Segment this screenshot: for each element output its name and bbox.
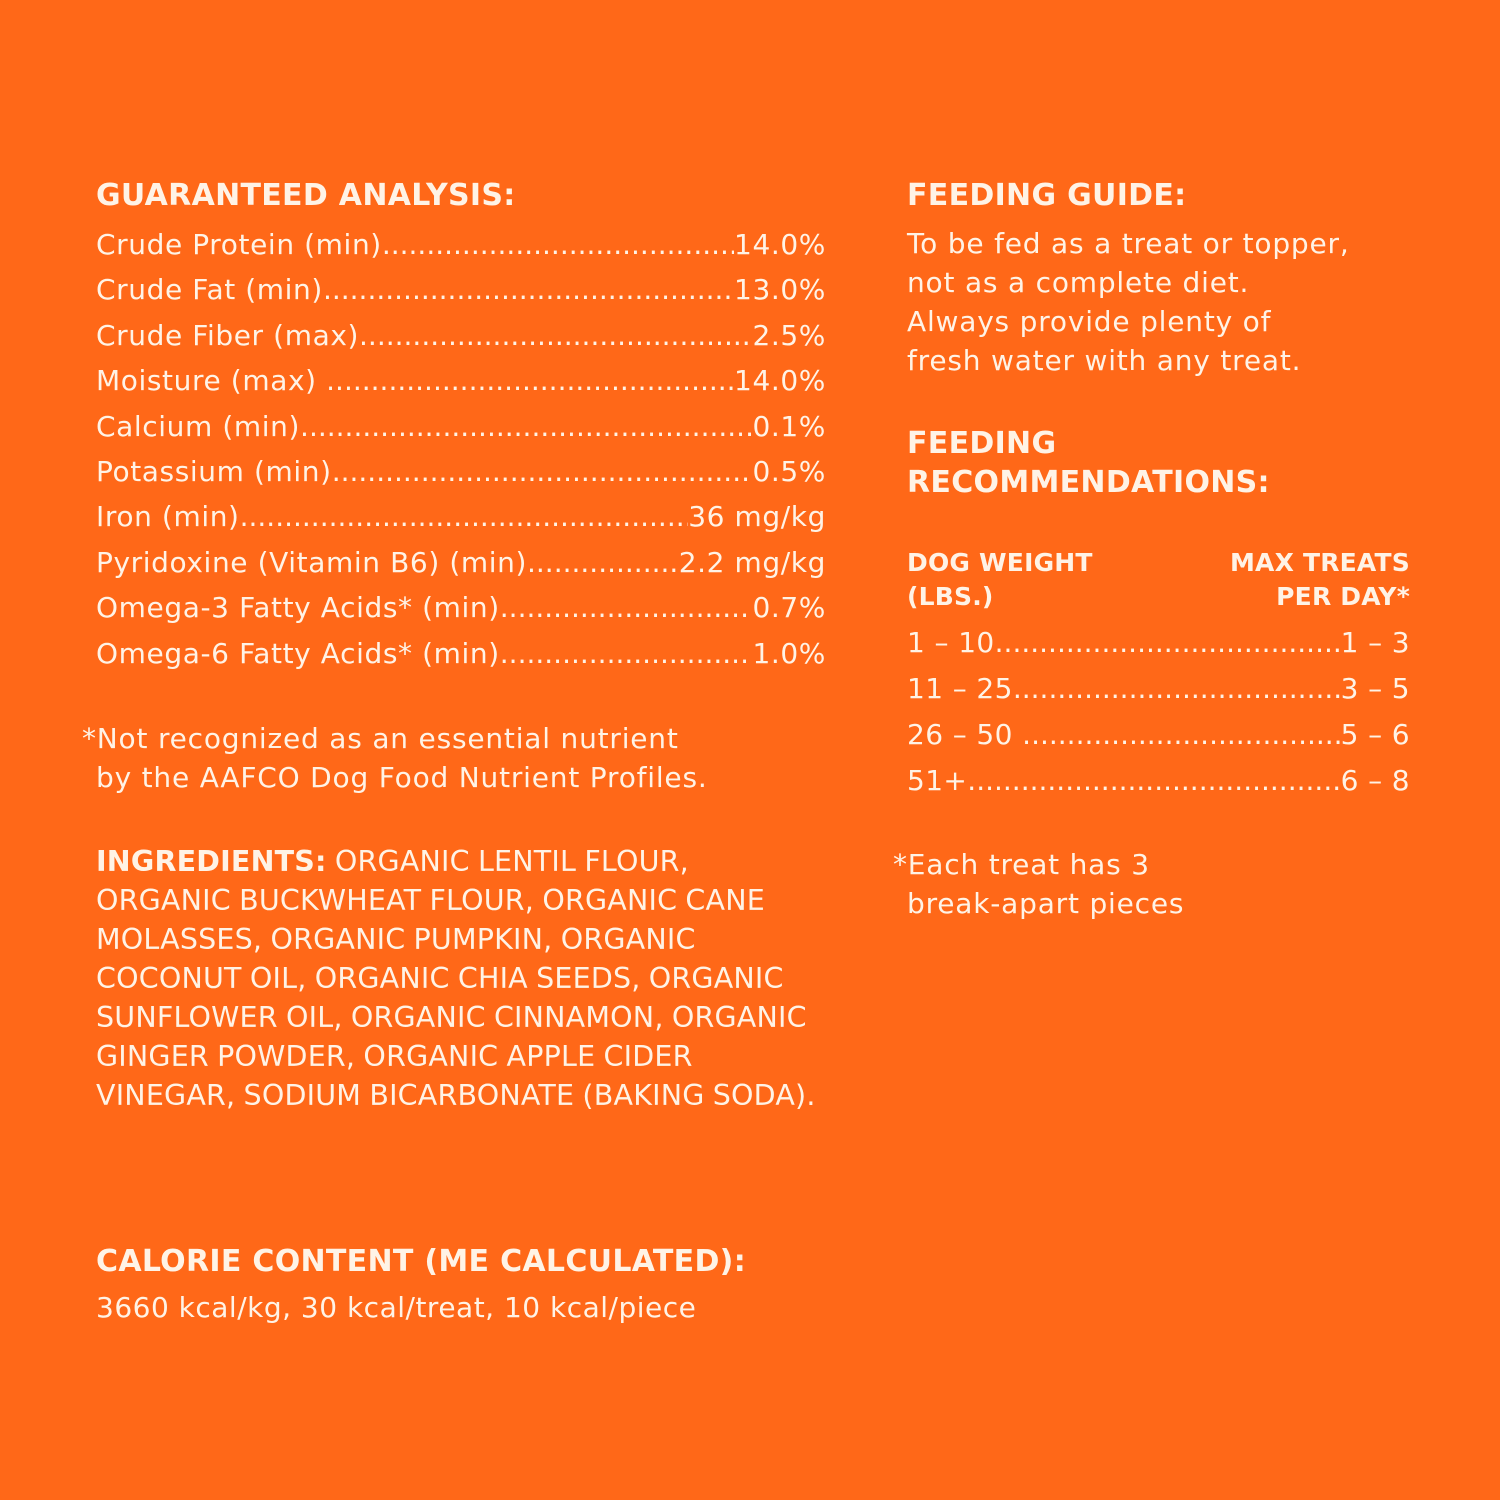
analysis-label: Iron (min)	[96, 500, 240, 534]
treat-note-line-2: break-apart pieces	[907, 887, 1185, 920]
analysis-row	[96, 267, 826, 312]
analysis-label: Crude Protein (min)	[96, 228, 382, 261]
analysis-row	[96, 494, 826, 539]
feeding-guide-heading: FEEDING GUIDE:	[907, 178, 1187, 213]
analysis-row	[96, 540, 826, 585]
analysis-row	[96, 449, 826, 494]
dog-weight-header-line-2: (LBS.)	[907, 582, 994, 611]
analysis-label: Crude Fat (min)	[96, 273, 323, 307]
max-treats-header-line-2: PER DAY*	[1276, 582, 1410, 611]
recommendation-rows	[907, 620, 1410, 804]
dog-weight-value: 51+	[907, 764, 968, 797]
feeding-recommendations-heading-line-2: RECOMMENDATIONS:	[907, 465, 1270, 500]
max-treats-value: 3 – 5	[1340, 672, 1410, 705]
analysis-label: Omega-6 Fatty Acids* (min)	[96, 636, 500, 670]
calorie-content-heading: CALORIE CONTENT (ME CALCULATED):	[96, 1244, 746, 1279]
max-treats-value: 1 – 3	[1340, 626, 1410, 659]
feeding-guide-section	[907, 176, 1412, 380]
analysis-label: Potassium (min)	[96, 455, 332, 489]
leader-dots	[967, 758, 1340, 804]
analysis-list	[96, 222, 826, 676]
analysis-value: 14.0%	[734, 228, 826, 261]
ingredients-label: INGREDIENTS:	[96, 845, 327, 878]
footnote-line-1: *Not recognized as an essential nutrient	[82, 722, 679, 755]
analysis-row	[96, 631, 826, 676]
leader-dots	[500, 631, 753, 676]
dog-weight-header-line-1: DOG WEIGHT	[907, 548, 1093, 577]
table-row	[907, 712, 1410, 758]
analysis-label: Pyridoxine (Vitamin B6) (min)	[96, 545, 527, 579]
calorie-content-section	[96, 1242, 836, 1327]
table-row	[907, 620, 1410, 666]
max-treats-value: 5 – 6	[1340, 718, 1410, 751]
analysis-row	[96, 585, 826, 630]
analysis-value: 1.0%	[752, 636, 826, 670]
dog-weight-value: 26 – 50	[907, 718, 1023, 751]
analysis-value: 2.5%	[752, 318, 826, 352]
table-row	[907, 758, 1410, 804]
feeding-guide-line: fresh water with any treat.	[907, 344, 1302, 377]
leader-dots	[240, 494, 689, 539]
guaranteed-analysis-heading: GUARANTEED ANALYSIS:	[96, 178, 516, 213]
feeding-guide-line: To be fed as a treat or topper,	[907, 227, 1350, 260]
analysis-label: Calcium (min)	[96, 409, 301, 443]
aafco-footnote	[82, 719, 842, 797]
max-treats-header-line-1: MAX TREATS	[1229, 548, 1410, 577]
calorie-content-text: 3660 kcal/kg, 30 kcal/treat, 10 kcal/piece	[96, 1291, 697, 1324]
leader-dots	[323, 267, 734, 312]
feeding-guide-line: Always provide plenty of	[907, 305, 1272, 338]
analysis-value: 2.2 mg/kg	[678, 545, 826, 579]
max-treats-column-header	[1230, 546, 1410, 614]
analysis-label: Omega-3 Fatty Acids* (min)	[96, 591, 500, 625]
analysis-value: 36 mg/kg	[688, 500, 826, 534]
analysis-label: Moisture (max)	[96, 364, 327, 398]
leader-dots	[527, 540, 679, 585]
dog-weight-value: 1 – 10	[907, 626, 995, 659]
guaranteed-analysis-section	[96, 176, 826, 676]
max-treats-value: 6 – 8	[1340, 764, 1410, 797]
analysis-value: 0.5%	[752, 455, 826, 489]
analysis-value: 14.0%	[734, 364, 826, 398]
analysis-row	[96, 313, 826, 358]
dog-weight-column-header	[907, 546, 1093, 614]
feeding-recommendations-heading-block	[907, 424, 1412, 502]
analysis-value: 13.0%	[734, 273, 826, 307]
footnote-line-2: by the AAFCO Dog Food Nutrient Profiles.	[96, 761, 708, 794]
leader-dots	[995, 620, 1341, 666]
leader-dots	[382, 222, 734, 267]
ingredients-section	[96, 842, 826, 1115]
leader-dots	[1013, 666, 1341, 712]
analysis-value: 0.7%	[752, 591, 826, 625]
leader-dots	[326, 358, 734, 403]
feeding-recommendations-table	[907, 546, 1410, 804]
ingredients-text: ORGANIC LENTIL FLOUR, ORGANIC BUCKWHEAT FLOUR, ORGANIC CANE MOLASSES, ORGANIC PUMPKIN, ORGANIC COCONUT OIL, ORGANIC CHIA SEEDS, ORGANIC SUNFLOWER OIL, ORGANIC CINNAMON, ORGANIC GINGER POWDER, ORGANIC APPLE CIDER VINEGAR, SODIUM BICARBONATE (BAKING SODA).	[96, 845, 816, 1112]
feeding-guide-text	[907, 224, 1412, 380]
feeding-guide-line: not as a complete diet.	[907, 266, 1250, 299]
treat-note-line-1: *Each treat has 3	[893, 848, 1150, 881]
leader-dots	[500, 585, 753, 630]
leader-dots	[1022, 712, 1340, 758]
leader-dots	[332, 449, 753, 494]
leader-dots	[359, 313, 752, 358]
analysis-row	[96, 222, 826, 267]
analysis-label: Crude Fiber (max)	[96, 318, 360, 352]
analysis-row	[96, 358, 826, 403]
analysis-value: 0.1%	[752, 409, 826, 443]
table-header	[907, 546, 1410, 614]
analysis-row	[96, 404, 826, 449]
table-row	[907, 666, 1410, 712]
leader-dots	[300, 404, 752, 449]
feeding-recommendations-heading-line-1: FEEDING	[907, 426, 1057, 461]
treat-pieces-note	[893, 845, 1413, 923]
dog-weight-value: 11 – 25	[907, 672, 1013, 705]
